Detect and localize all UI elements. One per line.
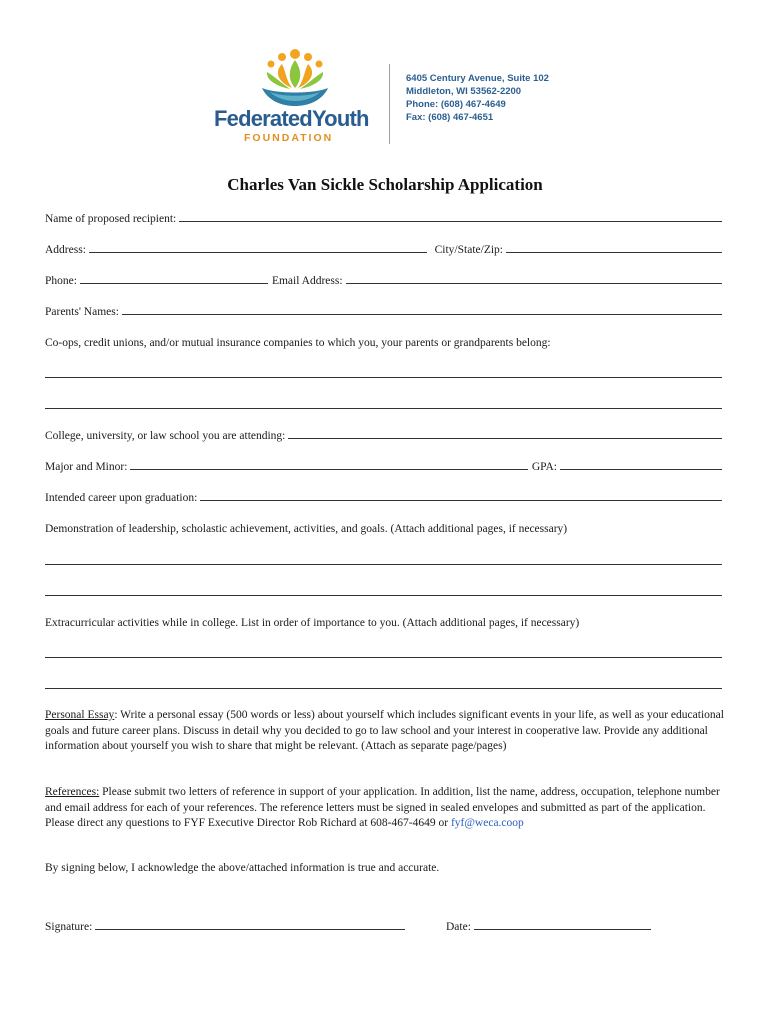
college-label: College, university, or law school you are attending:	[45, 430, 286, 442]
major-row	[45, 457, 722, 473]
org-name: FederatedYouth	[214, 106, 369, 131]
date-label: Date:	[446, 921, 471, 933]
leadership-row	[45, 519, 722, 535]
address-line-2: Middleton, WI 53562-2200	[406, 86, 522, 97]
logo-icon	[252, 46, 338, 108]
acknowledgement-text: By signing below, I acknowledge the above/attached information is true and accurate.	[45, 862, 440, 874]
coops-line-1[interactable]	[45, 377, 722, 378]
contact-info	[406, 72, 549, 124]
header-divider	[389, 64, 390, 144]
gpa-field[interactable]	[560, 469, 722, 470]
signature-field[interactable]	[95, 929, 405, 930]
extracurricular-line-1[interactable]	[45, 657, 722, 658]
date-row	[446, 917, 651, 933]
essay-text: : Write a personal essay (500 words or less) about yourself which includes significant events in your life, as well as your educational goals and future career plans. Discuss in detail why you decided to go to law school and your interest in cooperative law. Provide any additional information about yourself you wish to share that might be relevant. (Attach as separate page/pages)	[45, 709, 724, 752]
coops-label: Co-ops, credit unions, and/or mutual insurance companies to which you, your parents or grandparents belong:	[45, 337, 551, 349]
address-row	[45, 240, 722, 256]
references-text: Please submit two letters of reference in support of your application. In addition, list the name, address, occupation, telephone number and email address for each of your references. The reference letters must be signed in sealed envelopes and submitted as part of the application. Please direct any questions to FYF Executive Director Rob Richard at 608-467-4649 or	[45, 786, 720, 829]
recipient-label: Name of proposed recipient:	[45, 213, 177, 225]
fax-number: Fax: (608) 467-4651	[406, 112, 494, 123]
contact-email-link[interactable]: fyf@weca.coop	[450, 817, 524, 829]
coops-row	[45, 333, 722, 349]
college-field[interactable]	[288, 438, 722, 439]
phone-field[interactable]	[80, 283, 268, 284]
parents-row	[45, 302, 722, 318]
college-row	[45, 426, 722, 442]
address-field[interactable]	[89, 252, 427, 253]
recipient-row	[45, 209, 722, 225]
recipient-field[interactable]	[179, 221, 722, 222]
email-label: Email Address:	[271, 275, 343, 287]
coops-line-2[interactable]	[45, 408, 722, 409]
phone-row	[45, 271, 722, 287]
career-field[interactable]	[200, 500, 722, 501]
leadership-label: Demonstration of leadership, scholastic achievement, activities, and goals. (Attach additional pages, if necessary)	[45, 523, 568, 535]
signature-row	[45, 917, 405, 933]
leadership-line-2[interactable]	[45, 595, 722, 596]
extracurricular-row	[45, 613, 722, 629]
extracurricular-label: Extracurricular activities while in college. List in order of importance to you. (Attach additional pages, if necessary)	[45, 617, 580, 629]
references-heading: References:	[45, 786, 100, 798]
email-field[interactable]	[346, 283, 722, 284]
major-label: Major and Minor:	[45, 461, 128, 473]
extracurricular-line-2[interactable]	[45, 688, 722, 689]
gpa-label: GPA:	[531, 461, 557, 473]
career-row	[45, 488, 722, 504]
phone-number: Phone: (608) 467-4649	[406, 99, 506, 110]
leadership-line-1[interactable]	[45, 564, 722, 565]
city-label: City/State/Zip:	[434, 244, 503, 256]
address-line-1: 6405 Century Avenue, Suite 102	[406, 73, 549, 84]
address-label: Address:	[45, 244, 86, 256]
parents-label: Parents' Names:	[45, 306, 119, 318]
career-label: Intended career upon graduation:	[45, 492, 198, 504]
page-title: Charles Van Sickle Scholarship Application	[227, 175, 543, 194]
major-field[interactable]	[130, 469, 527, 470]
essay-heading: Personal Essay	[45, 709, 115, 721]
references-paragraph	[45, 785, 725, 832]
parents-field[interactable]	[122, 314, 722, 315]
org-subtitle: FOUNDATION	[244, 132, 334, 144]
signature-label: Signature:	[45, 921, 93, 933]
city-field[interactable]	[506, 252, 722, 253]
phone-label: Phone:	[45, 275, 77, 287]
essay-paragraph	[45, 708, 725, 755]
date-field[interactable]	[474, 929, 651, 930]
